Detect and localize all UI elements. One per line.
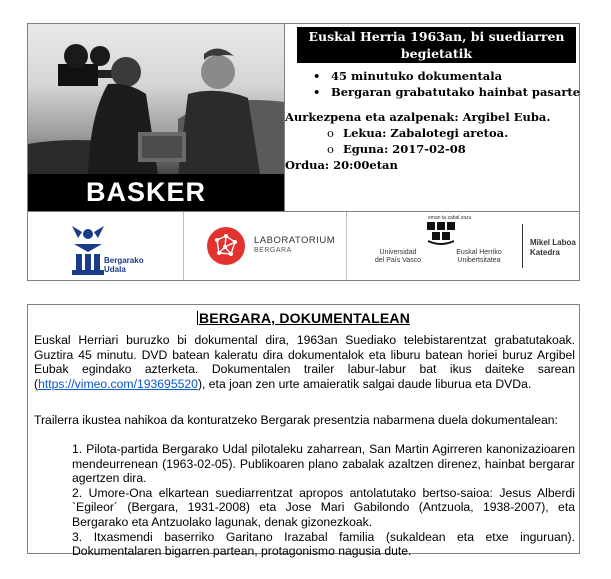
divider [183,212,184,280]
upv-left-text: Universidad del País Vasco [374,249,422,264]
article-title: BERGARA, DOKUMENTALEAN [198,310,411,326]
event-highlights [313,68,580,100]
event-title: Euskal Herria 1963an, bi suediarren begietatik [297,27,576,63]
article-paragraph: Trailerra ikustea nahikoa da konturatzeko Bergarak presentzia nabarmena duela dokumentalean: [34,413,558,427]
article-paragraph: Euskal Herriari buruzko bi dokumental dira, 1963an Suediako telebistarentzat grabatutakoak. Guztira 45 minutu. DVD batean kaleratu dira dokumentalok eta liburu batean horiei buruz Argibel Eubak egindako azterketa. Dokumentalen trailer labur-labur bat ikus daiteke sarean (https://vimeo.com/193695520), eta joan zen urte amaieratik salgai daude liburua eta DVDa. [34,333,575,391]
upv-right-text: Euskal Herriko Unibertsitatea [456,249,502,264]
date-line: o Eguna: 2017-02-08 [285,141,550,157]
time-line: Ordua: 20:00etan [285,158,398,172]
event-details [285,109,550,173]
list-item: 2. Umore-Ona elkartean suediarrentzat apropos antolatutako bertso-saioa: Jesus Alberdi `Egileor´ (Bergara, 1931-2008) eta Jose Mari Gabilondo (Antzuola, 1938-2007), eta Bergarako eta Antzuolako lagunak, denak gizonezkoak. [72,485,575,529]
bergara-udala-logo [68,222,144,277]
list-item: 3. Itxasmendi baserriko Garitano Irazabal familia (sukaldean eta etxe inguruan). Dokumentalaren bigarren partean, protagonismo nagusia dute. [72,529,575,559]
event-poster [27,23,580,281]
article-box [27,304,580,559]
venue-line: o Lekua: Zabalotegi aretoa. [285,125,550,141]
divider [522,224,523,268]
upv-ehu-logo [364,212,579,280]
event-info [285,24,579,211]
presentation-line: Aurkezpena eta azalpenak: Argibel Euba. [285,110,551,124]
list-item: 1. Pilota-partida Bergarako Udal pilotaleku zaharrean, San Martin Agirreren kanonizazioaren mendeurrenean (1963-02-05). Publikoaren plano zabalak azaltzen direnez, hainbat bergarar agertzen dira. [72,442,575,486]
bergara-logo-text: Bergarako Udala [104,256,144,274]
laboratorium-logo [204,212,344,280]
laboa-katedra-text: Mikel Laboa Katedra [530,238,576,257]
basker-logo: BASKER [28,174,284,211]
vimeo-link[interactable]: https://vimeo.com/193695520 [38,376,198,391]
presence-list [72,442,575,559]
highlight-item: • Bergaran grabatutako hainbat pasarte [313,84,580,100]
laboratorium-text: LABORATORIUM [254,235,336,246]
upv-tagline: eman ta zabal zazu [428,215,472,221]
film-crew-photo [28,24,284,174]
highlight-item: • 45 minutuko dokumentala [313,68,580,84]
divider [346,212,347,280]
laboratorium-subtext: BERGARA [254,247,292,254]
